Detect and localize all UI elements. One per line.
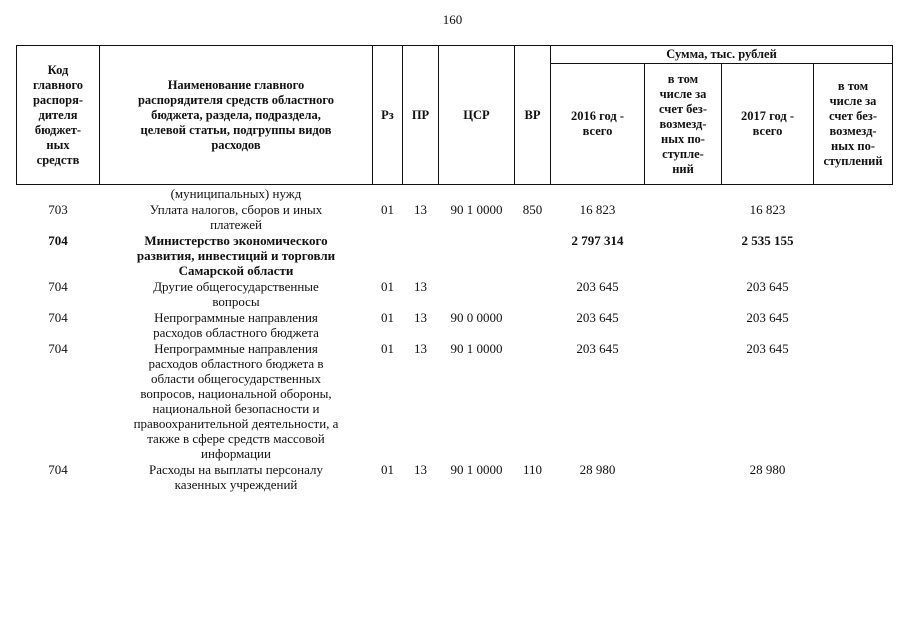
header-code: Код главного распоря- дителя бюджет- ных средств [17,46,100,185]
row-rz [373,232,403,278]
row-free-2016 [645,232,722,278]
row-vr [515,309,551,340]
row-free-2016 [645,461,722,492]
row-vr [515,278,551,309]
row-pr [403,185,439,202]
header-2016-free: в том числе за счет без- возмезд- ных по- ступле- ний [645,64,722,185]
row-csr [439,278,515,309]
row-pr: 13 [414,341,427,356]
header-2017-total: 2017 год - всего [722,64,814,185]
row-free-2017 [814,461,893,492]
row-free-2016 [645,185,722,202]
row-sum-2016: 203 645 [576,310,619,325]
row-free-2016 [645,201,722,232]
row-code: 704 [48,233,68,248]
table-row [17,340,893,461]
row-rz: 01 [381,462,394,477]
row-rz: 01 [381,341,394,356]
row-sum-2016: 203 645 [576,341,619,356]
row-code [17,185,100,202]
row-csr: 90 0 0000 [450,310,503,325]
row-sum-2017 [722,185,814,202]
row-name: (муниципальных) нужд [170,186,302,201]
row-vr: 110 [522,462,543,477]
row-rz [373,185,403,202]
header-2016-total: 2016 год - всего [551,64,645,185]
row-pr: 13 [414,279,427,294]
row-free-2017 [814,185,893,202]
row-sum-2017: 203 645 [746,341,789,356]
row-code: 704 [48,279,68,294]
row-name: Другие общегосударственные вопросы [153,279,319,309]
row-name: Непрограммные направления расходов областного бюджета в области общегосударственных вопросов, национальной обороны, национальной безопасности и правоохранительной деятельности, а также в сфере средств массовой информации [133,341,339,461]
row-free-2017 [814,309,893,340]
row-rz: 01 [381,310,394,325]
row-free-2016 [645,340,722,461]
row-rz: 01 [381,202,394,217]
row-sum-2016: 203 645 [576,279,619,294]
row-pr [403,232,439,278]
table-row [17,201,893,232]
row-sum-2017: 203 645 [746,279,789,294]
row-code: 704 [48,462,68,477]
row-code: 704 [48,310,68,325]
row-sum-2017: 2 535 155 [741,233,794,248]
row-vr: 850 [522,202,543,217]
row-free-2016 [645,278,722,309]
row-sum-2017: 16 823 [749,202,786,217]
row-free-2016 [645,309,722,340]
row-sum-2016: 16 823 [579,202,616,217]
header-name: Наименование главного распорядителя средств областного бюджета, раздела, подраздела, целевой статьи, подгруппы видов расходов [100,46,373,185]
table-row [17,461,893,492]
table-header [17,46,893,185]
row-name: Министерство экономического развития, инвестиций и торговли Самарской области [136,233,336,278]
row-pr: 13 [414,202,427,217]
row-csr [439,185,515,202]
header-2017-free: в том числе за счет без- возмезд- ных по- ступлений [814,64,893,185]
row-csr: 90 1 0000 [450,341,503,356]
row-free-2017 [814,232,893,278]
table-body [17,185,893,493]
row-csr: 90 1 0000 [450,202,503,217]
row-pr: 13 [414,310,427,325]
table-row [17,185,893,202]
row-rz: 01 [381,279,394,294]
row-vr [515,185,551,202]
row-name: Уплата налогов, сборов и иных платежей [149,202,323,232]
row-csr: 90 1 0000 [450,462,503,477]
row-name: Непрограммные направления расходов областного бюджета [153,310,319,340]
row-name: Расходы на выплаты персоналу казенных учреждений [148,462,324,492]
row-sum-2016 [551,185,645,202]
row-csr [439,232,515,278]
header-pr: ПР [403,46,439,185]
header-csr: ЦСР [439,46,515,185]
header-vr: ВР [515,46,551,185]
row-free-2017 [814,340,893,461]
row-sum-2017: 203 645 [746,310,789,325]
row-pr: 13 [414,462,427,477]
row-vr [515,232,551,278]
row-free-2017 [814,278,893,309]
row-sum-2017: 28 980 [749,462,786,477]
table-row [17,232,893,278]
row-code: 703 [48,202,68,217]
row-vr [515,340,551,461]
header-rz: Рз [373,46,403,185]
row-code: 704 [48,341,68,356]
row-sum-2016: 28 980 [579,462,616,477]
row-sum-2016: 2 797 314 [571,233,624,248]
header-sum: Сумма, тыс. рублей [551,46,893,64]
table-row [17,309,893,340]
budget-table [16,45,893,492]
row-free-2017 [814,201,893,232]
page-number: 160 [442,12,463,27]
table-row [17,278,893,309]
